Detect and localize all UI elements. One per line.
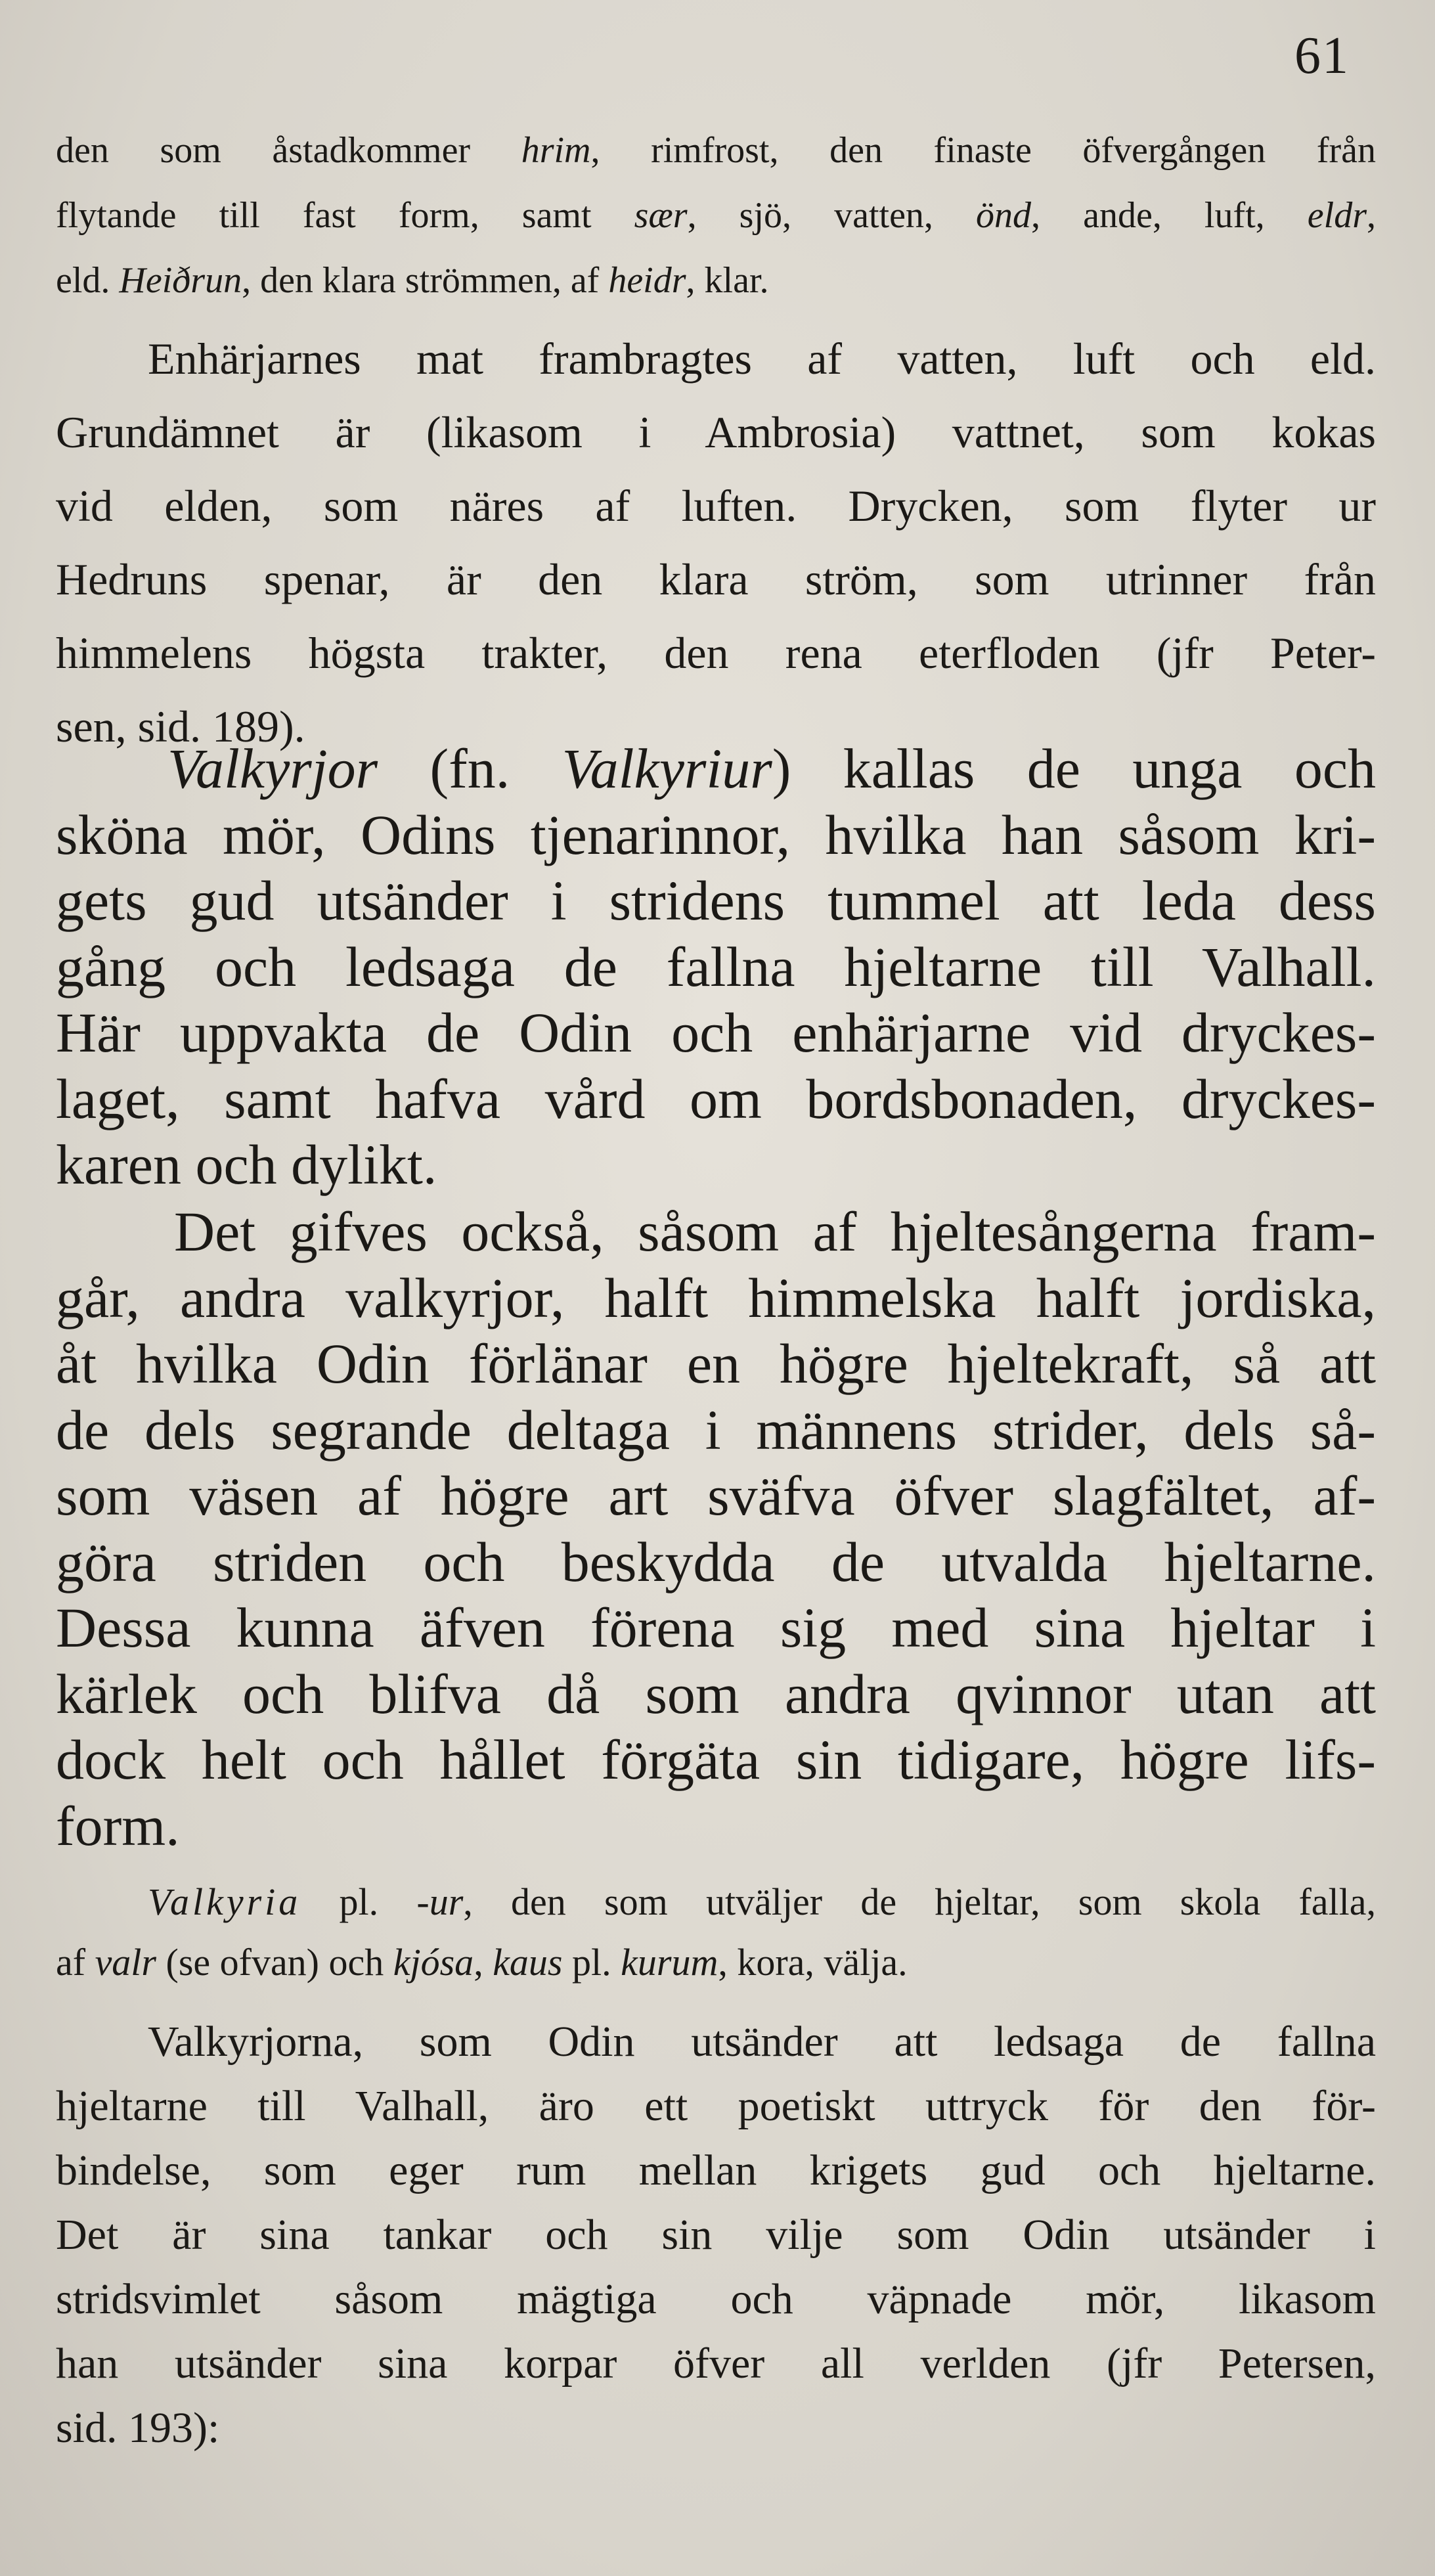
- text-line: Hedruns spenar, är den klara ström, som utrinner från: [56, 554, 1376, 604]
- text-line: som väsen af högre art sväfva öfver slagfältet, af-: [56, 1464, 1376, 1527]
- text-line: dock helt och hållet förgäta sin tidigare, högre lifs-: [56, 1728, 1376, 1791]
- paragraph-det-gifves: [56, 1199, 1376, 1859]
- text-line: bindelse, som eger rum mellan krigets gud och hjeltarne.: [56, 2146, 1376, 2194]
- text-line: åt hvilka Odin förlänar en högre hjeltekraft, så att: [56, 1332, 1376, 1395]
- text-line: går, andra valkyrjor, halft himmelska halft jordiska,: [56, 1266, 1376, 1329]
- text-line: gets gud utsänder i stridens tummel att leda dess: [56, 869, 1376, 932]
- paragraph-valkyrjorna: [56, 2010, 1376, 2460]
- paragraph-enharjarnes: [56, 322, 1376, 763]
- text-line: Här uppvakta de Odin och enhärjarne vid dryckes-: [56, 1001, 1376, 1064]
- text-line: eld. Heiðrun, den klara strömmen, af heidr, klar.: [56, 260, 769, 301]
- text-line: sen, sid. 189).: [56, 701, 305, 751]
- text-line: den som åstadkommer hrim, rimfrost, den finaste öfvergången från: [56, 130, 1377, 171]
- text-line: Det är sina tankar och sin vilje som Odin utsänder i: [56, 2211, 1376, 2259]
- text-line: Det gifves också, såsom af hjeltesångerna fram-: [174, 1200, 1376, 1263]
- text-line: stridsvimlet såsom mägtiga och väpnade mör, likasom: [56, 2275, 1376, 2323]
- text-line: karen och dylikt.: [56, 1133, 437, 1196]
- text-line: laget, samt hafva vård om bordsbonaden, dryckes-: [56, 1067, 1376, 1130]
- text-line: Valkyrjor (fn. Valkyriur) kallas de unga och: [167, 737, 1377, 800]
- text-line: flytande till fast form, samt sær, sjö, vatten, önd, ande, luft, eldr,: [56, 195, 1376, 236]
- text-line: kärlek och blifva då som andra qvinnor utan att: [56, 1662, 1376, 1725]
- text-line: Valkyria pl. -ur, den som utväljer de hjeltar, som skola falla,: [148, 1880, 1377, 1923]
- etymology-note-2: [56, 1872, 1376, 1993]
- text-line: gång och ledsaga de fallna hjeltarne till Valhall.: [56, 935, 1376, 998]
- text-line: form.: [56, 1794, 180, 1857]
- text-line: göra striden och beskydda de utvalda hjeltarne.: [56, 1530, 1376, 1593]
- page-number: 61: [1294, 27, 1350, 85]
- text-line: himmelens högsta trakter, den rena eterfloden (jfr Peter-: [56, 628, 1376, 678]
- text-line: sid. 193):: [56, 2404, 220, 2452]
- text-line: vid elden, som näres af luften. Drycken, som flyter ur: [56, 481, 1376, 531]
- text-line: Grundämnet är (likasom i Ambrosia) vattnet, som kokas: [56, 407, 1376, 457]
- text-line: Dessa kunna äfven förena sig med sina hjeltar i: [56, 1596, 1376, 1659]
- paragraph-valkyrjor: [56, 736, 1376, 1198]
- text-line: sköna mör, Odins tjenarinnor, hvilka han såsom kri-: [56, 803, 1376, 866]
- text-line: Enhärjarnes mat frambragtes af vatten, luft och eld.: [148, 334, 1376, 384]
- text-line: af valr (se ofvan) och kjósa, kaus pl. kurum, kora, välja.: [56, 1941, 908, 1984]
- text-line: han utsänder sina korpar öfver all verlden (jfr Petersen,: [56, 2340, 1376, 2387]
- text-line: de dels segrande deltaga i männens strider, dels så-: [56, 1398, 1376, 1461]
- etymology-note-1: [56, 118, 1376, 313]
- text-line: hjeltarne till Valhall, äro ett poetiskt uttryck för den för-: [56, 2082, 1376, 2130]
- text-line: Valkyrjorna, som Odin utsänder att ledsaga de fallna: [148, 2018, 1376, 2066]
